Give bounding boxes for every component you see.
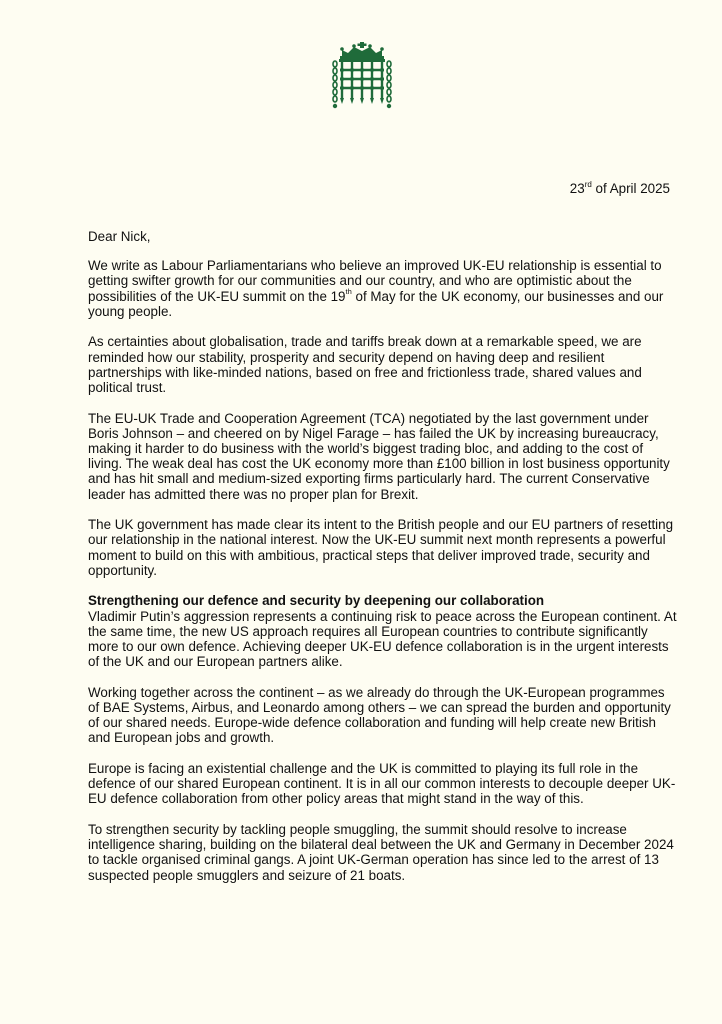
ordinal-suffix: th — [345, 287, 352, 297]
salutation: Dear Nick, — [88, 229, 151, 244]
letter-date — [570, 181, 670, 197]
portcullis-icon — [330, 40, 394, 110]
paragraph-existential: Europe is facing an existential challenge and the UK is committed to playing its full role in the defence of our shared European continent. It is in all our common interests to decouple deeper UK-EU defence collaboration from other policy areas that might stand in the way of this. — [88, 761, 676, 807]
section-defence — [88, 593, 678, 669]
paragraph-putin: Vladimir Putin’s aggression represents a continuing risk to peace across the European continent. At the same time, the new US approach requires all European countries to contribute significantly more to our own defence. Achieving deeper UK-EU defence collaboration is in the urgent interests of the UK and our European partners alike. — [88, 608, 677, 670]
paragraph-intro-text-1: We write as Labour Parliamentarians who believe an improved UK-EU relationship is essential to getting swifter growth for our communities and our country, and who are optimistic about the possibilities of the UK-EU summit on the 19 — [88, 258, 662, 304]
date-month-year: of April 2025 — [591, 181, 670, 196]
paragraph-smuggling: To strengthen security by tackling people smuggling, the summit should resolve to increase intelligence sharing, building on the bilateral deal between the UK and Germany in December 2024 to tackle organised criminal gangs. A joint UK-German operation has since led to the arrest of 13 suspected people smugglers and seizure of 21 boats. — [88, 822, 674, 883]
paragraph-globalisation: As certainties about globalisation, trade and tariffs break down at a remarkable speed, we are reminded how our stability, prosperity and security depend on having deep and resilient partnerships with like-minded nations, based on free and frictionless trade, shared values and political trust. — [88, 334, 642, 396]
paragraph-reset: The UK government has made clear its intent to the British people and our EU partners of resetting our relationship in the national interest. Now the UK-EU summit next month represents a powerful moment to build on this with ambitious, practical steps that deliver improved trade, security and opportunity. — [88, 517, 674, 578]
portcullis-logo-graphic — [330, 40, 394, 110]
date-suffix: rd — [584, 179, 592, 189]
section-heading: Strengthening our defence and security by deepening our collaboration — [88, 593, 545, 609]
letter-body — [88, 229, 678, 898]
paragraph-intro — [88, 258, 678, 319]
paragraph-collaboration: Working together across the continent – as we already do through the UK-European programmes of BAE Systems, Airbus, and Leonardo among others – we can spread the burden and opportunity of our shared needs. Europe-wide defence collaboration and funding will help create new British and European jobs and growth. — [88, 684, 671, 746]
paragraph-intro-text-2: of May for the UK economy, our businesses and our young people. — [88, 288, 664, 319]
paragraph-tca: The EU-UK Trade and Cooperation Agreement (TCA) negotiated by the last government under Boris Johnson – and cheered on by Nigel Farage – has failed the UK by increasing bureaucracy, making it harder to do business with the world’s biggest trading bloc, and adding to the cost of living. The weak deal has cost the UK economy more than £100 billion in lost business opportunity and has hit small and medium-sized exporting firms particularly hard. The current Conservative leader has admitted there was no proper plan for Brexit. — [88, 410, 670, 502]
date-day: 23 — [569, 181, 585, 196]
